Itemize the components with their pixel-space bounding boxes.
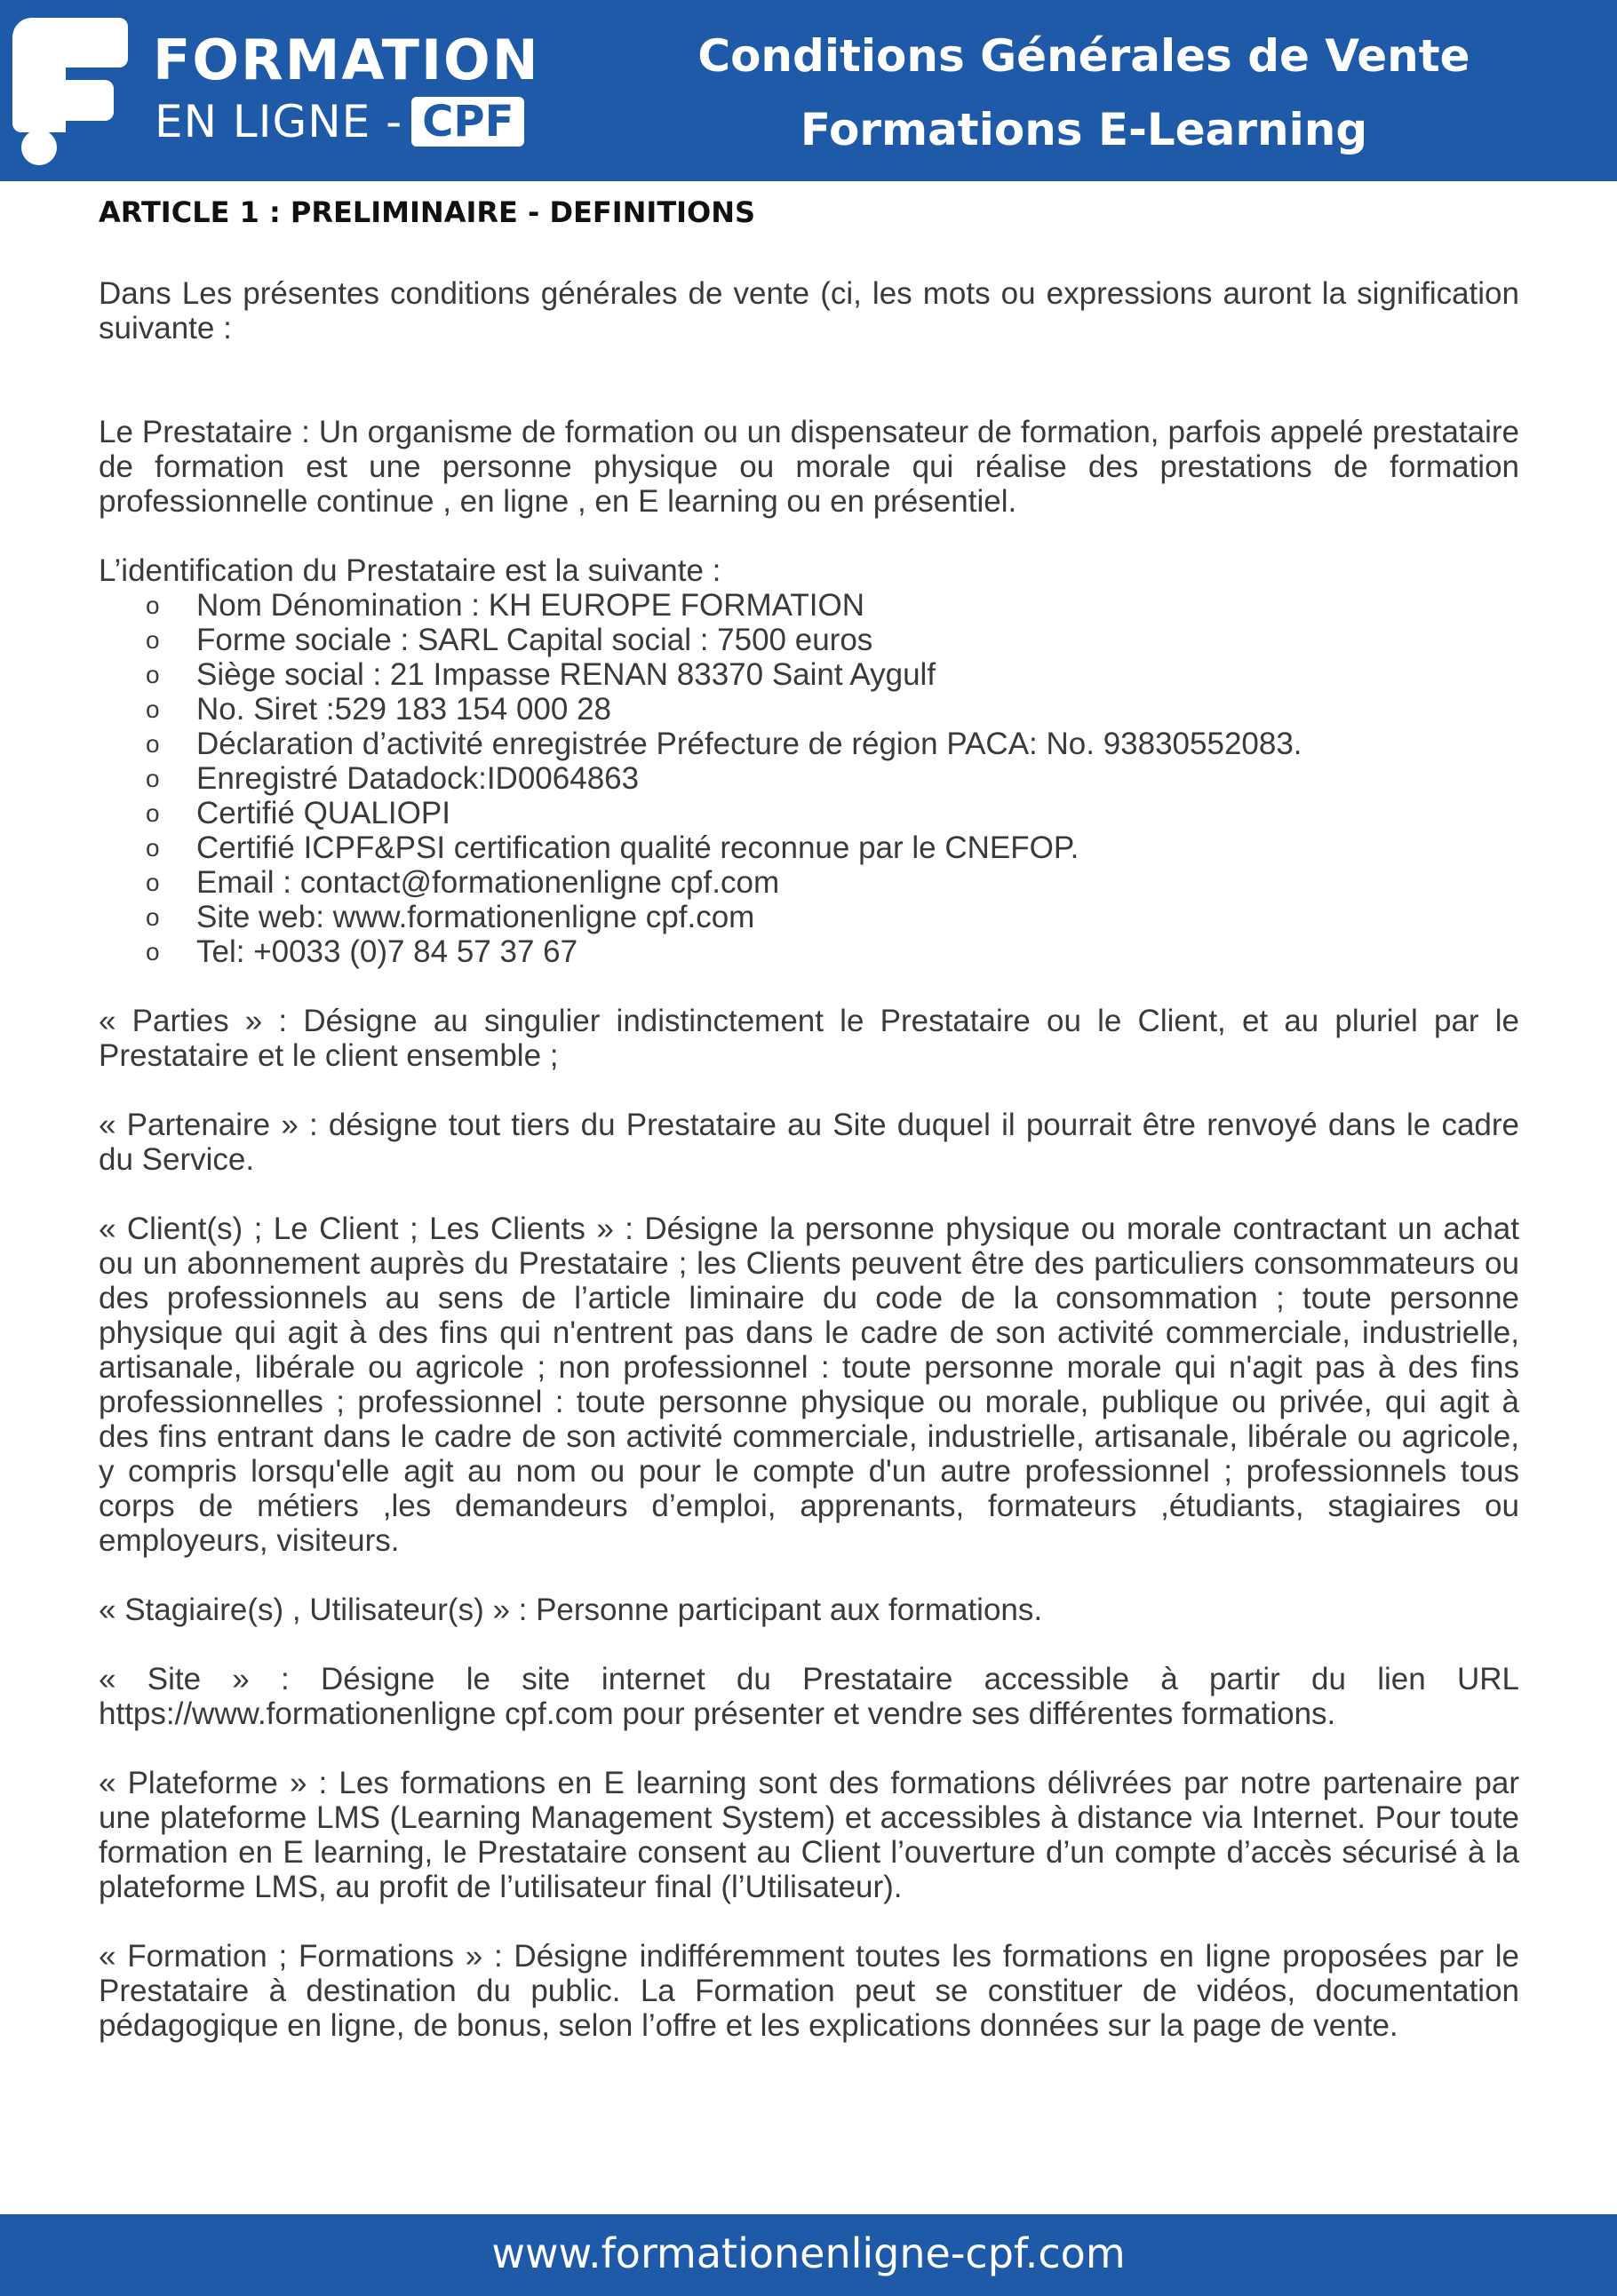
list-item-text: Nom Dénomination : KH EUROPE FORMATION [196,588,865,623]
brand-name: FORMATION [153,28,540,92]
identification-list [99,588,1519,969]
brand-cpf-badge: CPF [411,97,524,147]
list-item [99,623,1519,657]
definition-partenaire: « Partenaire » : désigne tout tiers du Prestataire au Site duquel il pourrait être renvoyé dans le cadre du Service. [99,1108,1519,1177]
bullet-icon: o [146,903,160,931]
article-title: ARTICLE 1 : PRELIMINAIRE - DEFINITIONS [99,195,756,229]
brand-subline-text: EN LIGNE - [155,96,403,147]
list-item [99,657,1519,692]
footer-url: www.formationenligne-cpf.com [491,2229,1126,2277]
document-subtitle: Formations E-Learning [800,104,1368,155]
definition-parties: « Parties » : Désigne au singulier indistinctement le Prestataire ou le Client, et au pluriel par le Prestataire et le client ensemble ; [99,1004,1519,1073]
list-item [99,934,1519,969]
list-item [99,830,1519,865]
list-item-text: Forme sociale : SARL Capital social : 7500 euros [196,623,873,657]
bullet-icon: o [146,834,160,862]
list-item-text: Certifié ICPF&PSI certification qualité reconnue par le CNEFOP. [196,830,1079,865]
brand-subline [155,94,524,149]
list-item-text: Siège social : 21 Impasse RENAN 83370 Saint Aygulf [196,657,936,692]
list-item-text: Site web: www.formationenligne cpf.com [196,900,755,934]
bullet-icon: o [146,938,160,965]
definition-client: « Client(s) ; Le Client ; Les Clients » : Désigne la personne physique ou morale contractant un achat ou un abonnement auprès du Prestataire ; les Clients peuvent être des particuliers consommateurs ou des professionnels au sens de l’article liminaire du code de la consommation ; toute personne physique qui agit à des fins qui n'entrent pas dans le cadre de son activité commerciale, industrielle, artisanale, libérale ou agricole ; non professionnel : toute personne morale qui n'agit pas à des fins professionnelles ; professionnel : toute personne physique ou morale, publique ou privée, qui agit à des fins entrant dans le cadre de son activité commerciale, industrielle, artisanale, libérale ou agricole, y compris lorsqu'elle agit au nom ou pour le compte d'un autre professionnel ; professionnels tous corps de métiers ,les demandeurs d’emploi, apprenants, formateurs ,étudiants, stagiaires ou employeurs, visiteurs. [99,1212,1519,1558]
list-item-text: Déclaration d’activité enregistrée Préfecture de région PACA: No. 93830552083. [196,727,1302,761]
bullet-icon: o [146,765,160,792]
bullet-icon: o [146,661,160,688]
prestataire-definition: Le Prestataire : Un organisme de formation ou un dispensateur de formation, parfois appelé prestataire de formation est une personne physique ou morale qui réalise des prestations de formation professionnelle continue , en ligne , en E learning ou en présentiel. [99,415,1519,519]
list-item [99,900,1519,934]
page-header [0,0,1617,181]
bullet-icon: o [146,695,160,723]
bullet-icon: o [146,626,160,654]
document-title: Conditions Générales de Vente [697,30,1470,82]
list-item [99,588,1519,623]
list-item [99,796,1519,830]
intro-paragraph: Dans Les présentes conditions générales de vente (ci, les mots ou expressions auront la signification suivante : [99,276,1519,346]
bullet-icon: o [146,730,160,758]
definition-site: « Site » : Désigne le site internet du Prestataire accessible à partir du lien URL https://www.formationenligne cpf.com pour présenter et vendre ses différentes formations. [99,1662,1519,1731]
list-item [99,692,1519,727]
list-item-text: Enregistré Datadock:ID0064863 [196,761,640,796]
list-item [99,865,1519,900]
definition-stagiaire: « Stagiaire(s) , Utilisateur(s) » : Personne participant aux formations. [99,1593,1043,1627]
list-item-text: Tel: +0033 (0)7 84 57 37 67 [196,934,578,969]
page-footer [0,2214,1617,2296]
list-item [99,727,1519,761]
list-item-text: Certifié QUALIOPI [196,796,450,830]
identification-intro: L’identification du Prestataire est la suivante : [99,553,721,588]
bullet-icon: o [146,869,160,896]
list-item-text: Email : contact@formationenligne cpf.com [196,865,780,900]
document-body [99,189,1519,2043]
bullet-icon: o [146,799,160,827]
bullet-icon: o [146,592,160,619]
list-item-text: No. Siret :529 183 154 000 28 [196,692,612,727]
list-item [99,761,1519,796]
definition-formation: « Formation ; Formations » : Désigne indifféremment toutes les formations en ligne proposées par le Prestataire à destination du public. La Formation peut se constituer de vidéos, documentation pédagogique en ligne, de bonus, selon l’offre et les explications données sur la page de vente. [99,1939,1519,2043]
definition-plateforme: « Plateforme » : Les formations en E learning sont des formations délivrées par notre partenaire par une plateforme LMS (Learning Management System) et accessibles à distance via Internet. Pour toute formation en E learning, le Prestataire consent au Client l’ouverture d’un compte d’accès sécurisé à la plateforme LMS, au profit de l’utilisateur final (l’Utilisateur). [99,1766,1519,1904]
formation-logo-icon [12,12,128,168]
